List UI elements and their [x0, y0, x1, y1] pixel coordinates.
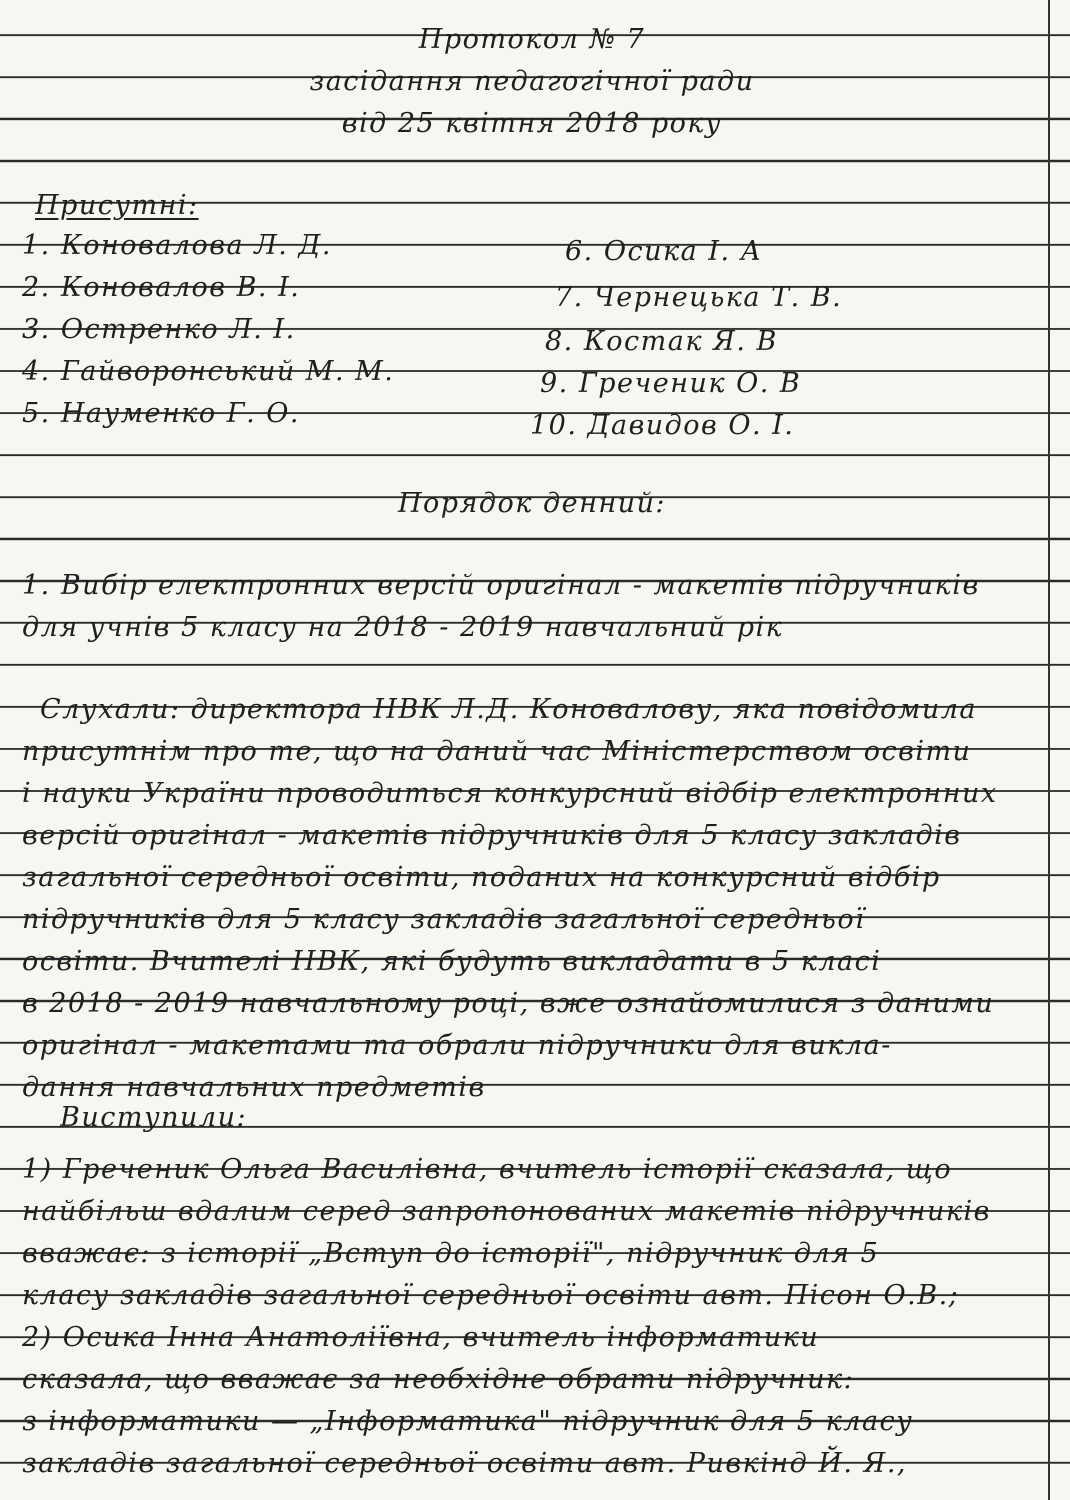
- agenda-item-line-1: 1. Вибір електронних версій оригінал - макетів підручників: [22, 570, 980, 601]
- heard-line-7: освіти. Вчителі НВК, які будуть викладати в 5 класі: [22, 946, 882, 977]
- attendee-2: 2. Коновалов В. І.: [22, 272, 301, 303]
- speakers-line-5: 2) Осика Інна Анатоліївна, вчитель інформатики: [22, 1322, 820, 1353]
- speakers-line-6: сказала, що вважає за необхідне обрати підручник:: [22, 1364, 855, 1395]
- attendee-9: 9. Греченик О. В: [540, 368, 802, 399]
- speakers-line-4: класу закладів загальної середньої освіти авт. Пісон О.В.;: [22, 1280, 960, 1311]
- speakers-line-2: найбільш вдалим серед запропонованих макетів підручників: [22, 1196, 991, 1227]
- speakers-line-3: вважає: з історії „Вступ до історії", підручник для 5: [22, 1238, 880, 1269]
- margin-line: [1048, 0, 1050, 1500]
- heard-line-1: Слухали: директора НВК Л.Д. Коновалову, яка повідомила: [40, 694, 977, 725]
- heard-line-4: версій оригінал - макетів підручників для 5 класу закладів: [22, 820, 962, 851]
- heard-line-2: присутнім про те, що на даний час Міністерством освіти: [22, 736, 972, 767]
- heard-line-8: в 2018 - 2019 навчальному році, вже ознайомилися з даними: [22, 988, 995, 1019]
- attendee-4: 4. Гайворонський М. М.: [22, 356, 395, 387]
- attendee-6: 6. Осика І. А: [565, 236, 763, 267]
- attendee-3: 3. Остренко Л. І.: [22, 314, 296, 345]
- attendee-8: 8. Костак Я. В: [545, 326, 778, 357]
- speakers-label: Виступили:: [60, 1102, 248, 1133]
- heard-line-9: оригінал - макетами та обрали підручники для викла-: [22, 1030, 892, 1061]
- attendee-10: 10. Давидов О. І.: [530, 410, 795, 441]
- speakers-line-1: 1) Греченик Ольга Василівна, вчитель історії сказала, що: [22, 1154, 953, 1185]
- heard-line-5: загальної середньої освіти, поданих на конкурсний відбір: [22, 862, 941, 893]
- agenda-item-line-2: для учнів 5 класу на 2018 - 2019 навчальний рік: [22, 612, 784, 643]
- protocol-date: від 25 квітня 2018 року: [341, 108, 723, 139]
- attendance-label: Присутні:: [35, 190, 199, 221]
- speakers-line-7: з інформатики — „Інформатика" підручник для 5 класу: [22, 1406, 914, 1437]
- speakers-line-8: закладів загальної середньої освіти авт. Ривкінд Й. Я.,: [22, 1448, 907, 1479]
- attendee-1: 1. Коновалова Л. Д.: [22, 230, 332, 261]
- heard-line-10: дання навчальних предметів: [22, 1072, 486, 1103]
- protocol-title: Протокол № 7: [418, 24, 646, 55]
- attendee-7: 7. Чернецька Т. В.: [555, 282, 843, 313]
- protocol-subtitle: засідання педагогічної ради: [309, 66, 755, 97]
- attendee-5: 5. Науменко Г. О.: [22, 398, 301, 429]
- heard-line-6: підручників для 5 класу закладів загальної середньої: [22, 904, 866, 935]
- agenda-label: Порядок денний:: [397, 488, 667, 519]
- heard-line-3: і науки України проводиться конкурсний відбір електронних: [22, 778, 998, 809]
